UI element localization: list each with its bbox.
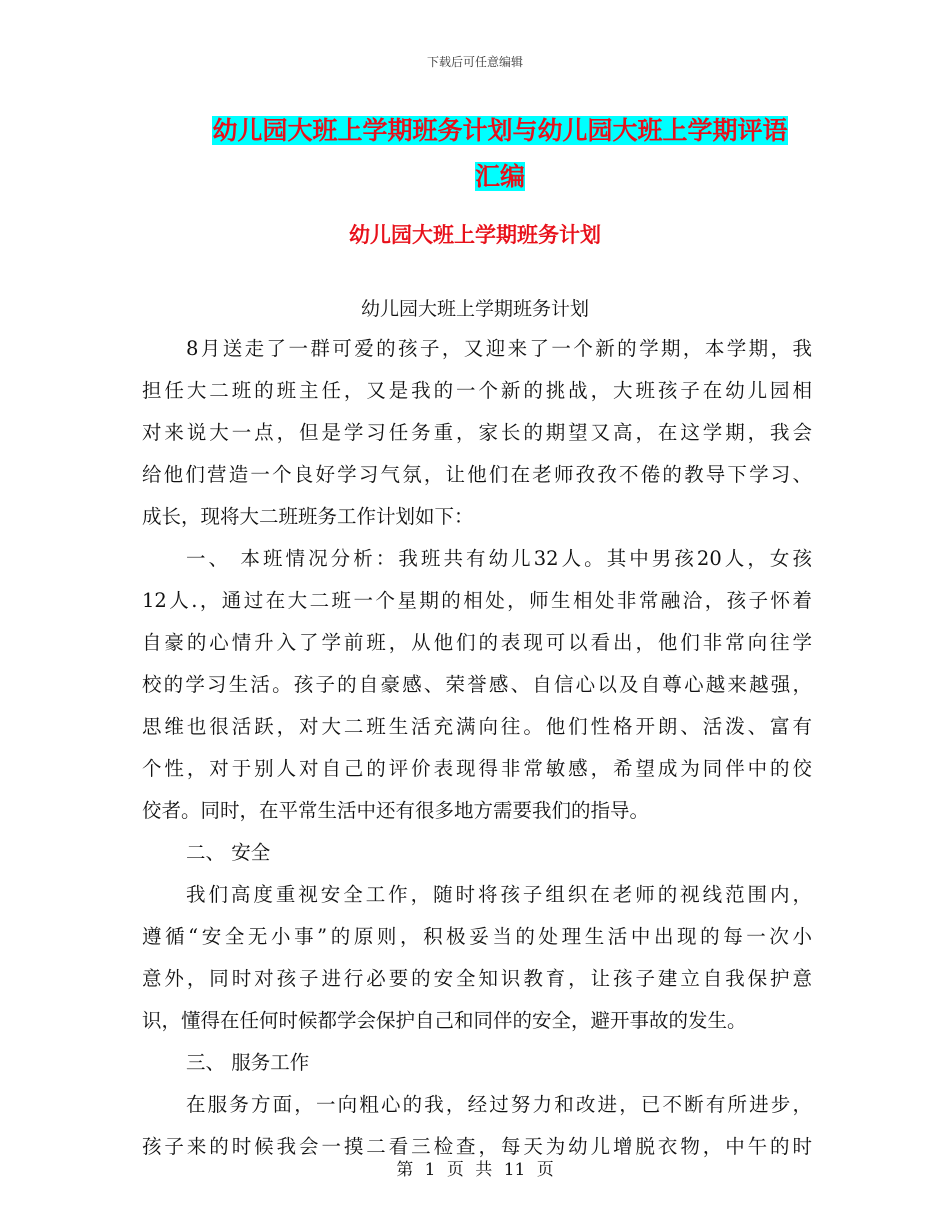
- paragraph-line: 在服务方面，一向粗心的我，经过努力和改进，已不断有所进步，: [186, 1093, 812, 1116]
- paragraph-line: 个性，对于别人对自己的评价表现得非常敏感，希望成为同伴中的佼: [142, 757, 812, 780]
- paragraph-line: 佼者。同时，在平常生活中还有很多地方需要我们的指导。: [142, 799, 650, 822]
- page-number: 1: [424, 1160, 436, 1180]
- paragraph-line: 识，懂得在任何时候都学会保护自己和同伴的安全，避开事故的发生。: [142, 1009, 747, 1032]
- paragraph-line: 成长，现将大二班班务工作计划如下：: [142, 505, 474, 528]
- body-text: [142, 328, 812, 1168]
- section-title: 幼儿园大班上学期班务计划: [349, 223, 601, 247]
- paragraph-line: 我们高度重视安全工作，随时将孩子组织在老师的视线范围内，: [186, 883, 812, 906]
- paragraph-line: 自豪的心情升入了学前班，从他们的表现可以看出，他们非常向往学: [142, 631, 812, 654]
- paragraph-line: 对来说大一点，但是学习任务重，家长的期望又高，在这学期，我会: [142, 421, 812, 444]
- subtitle: 幼儿园大班上学期班务计划: [360, 298, 589, 320]
- paragraph-line: 意外，同时对孩子进行必要的安全知识教育，让孩子建立自我保护意: [142, 967, 812, 990]
- document-title: [140, 108, 860, 200]
- paragraph-line: 12人.，通过在大二班一个星期的相处，师生相处非常融洽，孩子怀着: [142, 589, 812, 612]
- document-title-line-1: 幼儿园大班上学期班务计划与幼儿园大班上学期评语: [212, 116, 788, 145]
- section-heading: 二、 安全: [186, 841, 271, 864]
- page-footer: [0, 1155, 950, 1180]
- paragraph-line: 思维也很活跃，对大二班生活充满向往。他们性格开朗、活泼、富有: [142, 715, 812, 738]
- header-note: 下载后可任意编辑: [426, 55, 523, 69]
- paragraph-line: 一、 本班情况分析：我班共有幼儿32人。其中男孩20人，女孩: [186, 547, 812, 570]
- footer-prefix: 第: [396, 1160, 414, 1180]
- footer-suffix: 页: [536, 1160, 554, 1180]
- paragraph-line: 给他们营造一个良好学习气氛，让他们在老师孜孜不倦的教导下学习、: [142, 463, 812, 486]
- paragraph-line: 遵循“安全无小事”的原则，积极妥当的处理生活中出现的每一次小: [142, 925, 812, 948]
- paragraph-line: 8月送走了一群可爱的孩子，又迎来了一个新的学期，本学期，我: [186, 337, 812, 360]
- document-title-line-2: 汇编: [474, 162, 525, 191]
- paragraph-line: 担任大二班的班主任，又是我的一个新的挑战，大班孩子在幼儿园相: [142, 379, 812, 402]
- paragraph-line: 校的学习生活。孩子的自豪感、荣誉感、自信心以及自尊心越来越强，: [142, 673, 812, 696]
- footer-mid: 页 共: [446, 1160, 493, 1180]
- page-total: 11: [503, 1160, 526, 1180]
- section-heading: 三、 服务工作: [186, 1051, 310, 1074]
- paragraph-line: 孩子来的时候我会一摸二看三检查，每天为幼儿增脱衣物，中午的时: [142, 1135, 812, 1158]
